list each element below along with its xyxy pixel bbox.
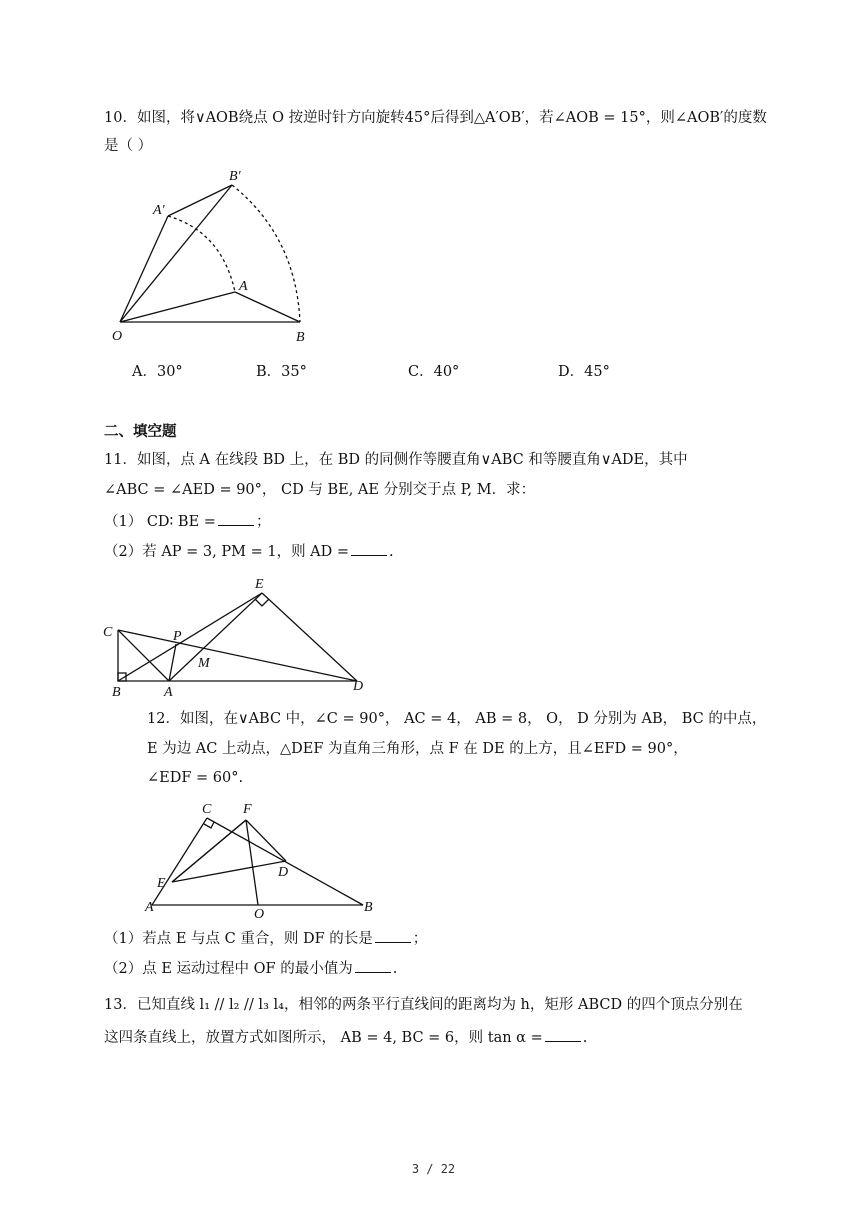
- segment-EF-2: [172, 820, 246, 882]
- answer-blank[interactable]: [375, 928, 411, 943]
- q12-part2-text: （2）点 E 运动过程中 OF 的最小值为: [104, 961, 353, 977]
- segment-FO: [246, 820, 258, 905]
- answer-blank[interactable]: [545, 1027, 581, 1042]
- arc-A-Aprime: [168, 216, 235, 292]
- q13-line2: [104, 1027, 587, 1048]
- label-D: D: [353, 679, 364, 694]
- label-C: C: [103, 625, 113, 640]
- option-d[interactable]: [558, 360, 610, 381]
- q13-line1: 13．已知直线 l₁ // l₂ // l₃ l₄，相邻的两条平行直线间的距离均为 h，矩形 ABCD 的四个顶点分别在: [104, 997, 743, 1013]
- q12-part2: [104, 958, 397, 979]
- page-number: 3 / 22: [411, 1162, 456, 1176]
- q10-figure: [120, 185, 300, 322]
- q12-part2-end: .: [392, 961, 398, 977]
- segment-AC: [152, 818, 207, 905]
- answer-blank[interactable]: [355, 958, 391, 973]
- label-C: C: [202, 802, 212, 817]
- q11-part1-end: ；: [255, 514, 271, 530]
- q11-line1: 11．如图，点 A 在线段 BD 上，在 BD 的同侧作等腰直角∨ABC 和等腰直角∨ADE，其中: [104, 452, 688, 468]
- label-B: B: [364, 900, 373, 915]
- q12-part1: [104, 928, 427, 949]
- right-angle-C: [204, 822, 214, 828]
- label-A: A: [164, 685, 173, 700]
- label-B: B: [112, 685, 121, 700]
- q11-line2: ∠ABC = ∠AED = 90°， CD 与 BE, AE 分别交于点 P, M．求：: [104, 482, 536, 498]
- q12-line2: E 为边 AC 上动点，△DEF 为直角三角形，点 F 在 DE 的上方，且∠EFD = 90°，: [147, 741, 688, 757]
- segment-OA: [120, 292, 235, 322]
- option-b-letter: B．: [256, 364, 282, 380]
- segment-BE: [118, 593, 262, 681]
- label-M: M: [198, 656, 210, 671]
- right-angle-E: [255, 599, 269, 606]
- option-a-letter: A．: [132, 364, 157, 380]
- answer-blank[interactable]: [351, 541, 387, 556]
- segment-AE: [169, 593, 262, 681]
- option-d-value: 45°: [584, 364, 610, 380]
- label-Bprime: B′: [229, 169, 241, 184]
- q13-line2-text: 这四条直线上，放置方式如图所示， AB = 4, BC = 6，则 tan α =: [104, 1030, 543, 1046]
- option-b[interactable]: [256, 360, 307, 381]
- q11-part2-end: .: [389, 544, 394, 560]
- label-F: F: [243, 802, 252, 817]
- q11-figure: [118, 593, 357, 681]
- label-D: D: [278, 865, 289, 880]
- q12-part1-end: ；: [412, 931, 428, 947]
- option-d-letter: D．: [558, 364, 585, 380]
- label-A: A: [239, 279, 248, 294]
- q12-figure: [152, 818, 363, 905]
- label-A: A: [145, 900, 154, 915]
- q11-part2: [104, 541, 394, 562]
- q12-part1-text: （1）若点 E 与点 C 重合，则 DF 的长是: [104, 931, 373, 947]
- option-a-value: 30°: [156, 364, 183, 380]
- q13-line2-end: .: [582, 1030, 588, 1046]
- option-c[interactable]: [408, 360, 459, 381]
- label-O: O: [112, 329, 123, 344]
- option-a[interactable]: [132, 360, 183, 381]
- answer-blank[interactable]: [218, 511, 254, 526]
- segment-CD: [118, 630, 357, 681]
- segment-FD: [246, 820, 286, 861]
- label-Aprime: A′: [153, 203, 165, 218]
- label-E: E: [157, 876, 166, 891]
- q11-part1-text: （1） CD∶ BE =: [104, 514, 216, 530]
- q10-line1: 10．如图，将∨AOB绕点 O 按逆时针方向旋转45°后得到△A′OB′，若∠AOB = 15°，则∠AOB′的度数: [104, 110, 767, 126]
- label-O: O: [254, 907, 265, 922]
- segment-OA-prime: [120, 216, 168, 322]
- option-b-value: 35°: [281, 364, 307, 380]
- segment-AB: [235, 292, 300, 322]
- q12-line1: 12．如图，在∨ABC 中，∠C = 90°， AC = 4， AB = 8， O， D 分别为 AB， BC 的中点，: [147, 711, 767, 727]
- label-E: E: [255, 577, 264, 592]
- q12-line3: ∠EDF = 60°.: [147, 770, 244, 786]
- section-heading: 二、填空题: [104, 423, 177, 440]
- q11-part2-text: （2）若 AP = 3, PM = 1，则 AD =: [104, 544, 350, 560]
- q11-part1: [104, 511, 270, 532]
- arc-B-Bprime: [232, 185, 300, 322]
- segment-AprimeBprime: [168, 185, 232, 216]
- segment-ED: [172, 861, 289, 882]
- segment-OB-prime: [120, 185, 232, 322]
- label-P: P: [173, 629, 182, 644]
- option-c-value: 40°: [433, 364, 460, 380]
- label-B: B: [296, 330, 305, 345]
- segment-ED: [262, 593, 357, 681]
- option-c-letter: C．: [408, 364, 434, 380]
- q10-line2: 是（ ）: [104, 138, 153, 154]
